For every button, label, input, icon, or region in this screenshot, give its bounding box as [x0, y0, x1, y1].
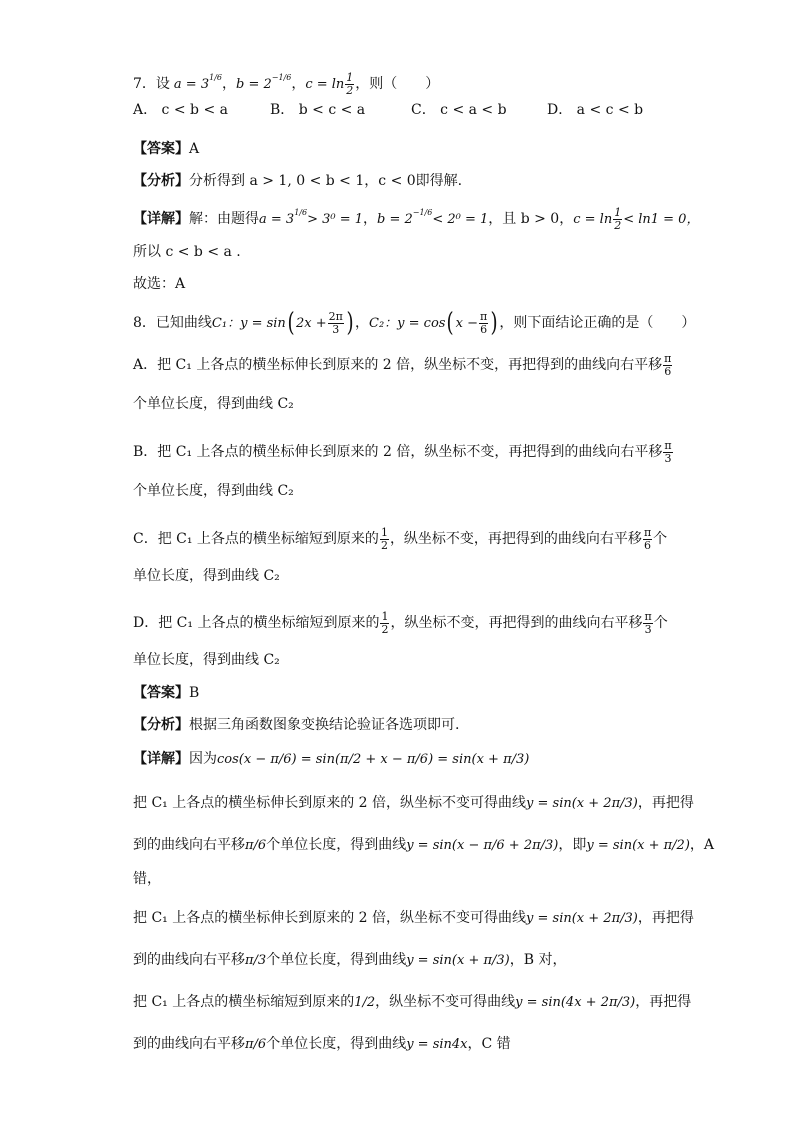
detail-a: a = 3 1/6 > 3⁰ = 1: [259, 208, 363, 227]
q7-b-exp: −1/6: [271, 73, 292, 83]
q8-line1c: 错，: [133, 871, 161, 887]
q7-c-def: c = ln $\frac{1}{2}$: [305, 71, 354, 97]
q8-option-d-line2: 单位长度，得到曲线 C₂: [133, 652, 280, 668]
q8-option-b-line1: B．把 C₁ 上各点的横坐标伸长到原来的 2 倍，纵坐标不变，再把得到的曲线向右平移 $\frac{\pi}{3}$: [133, 439, 672, 465]
analysis-label: 【分析】: [133, 717, 189, 733]
detail-label: 【详解】: [133, 211, 189, 228]
c2-eq: ：y = cos: [384, 315, 446, 331]
q8-stem: 8．已知曲线 C₁ ：y = sin ( 2x + $\frac{2\pi}{3}$ ) ， C₂ ：y = cos ( x − $\frac{\pi}{6}$ ) ，则下面结论正确的是（ ）: [133, 308, 696, 338]
q8-stem-prefix: 8．已知曲线: [133, 315, 212, 331]
q7-option-c: C． c < a < b: [411, 102, 507, 118]
c1-eq: ：y = sin: [227, 315, 286, 331]
q7-a-exp: 1/6: [209, 73, 222, 83]
q7-option-a: A． c < b < a: [133, 102, 228, 118]
q8-line2a: 把 C₁ 上各点的横坐标伸长到原来的 2 倍，纵坐标不变可得曲线 y = sin(x + 2π/3) ，再把得: [133, 910, 694, 926]
answer-value: B: [189, 685, 200, 701]
q8-line1b: 到的曲线向右平移 π/6 个单位长度，得到曲线 y = sin(x − π/6 + 2π/3) ，即 y = sin(x + π/2) ，A: [133, 837, 715, 853]
q8-line3a: 把 C₁ 上各点的横坐标缩短到原来的 1/2 ，纵坐标不变可得曲线 y = sin(4x + 2π/3) ，再把得: [133, 994, 692, 1010]
analysis-text: 根据三角函数图象变换结论验证各选项即可.: [189, 717, 460, 733]
curve-c2: C₂: [369, 315, 385, 331]
q8-option-c-line1: C．把 C₁ 上各点的横坐标缩短到原来的 $\frac{1}{2}$ ，纵坐标不变，再把得到的曲线向右平移 $\frac{\pi}{6}$ 个: [133, 526, 668, 552]
detail-label: 【详解】: [133, 751, 189, 767]
q7-detail: 【详解】 解：由题得 a = 3 1/6 > 3⁰ = 1 ， b = 2 −1/6 < 2⁰ = 1 ，且 b > 0， c = ln $\frac{1}{2}$ < ln1 = 0，: [133, 206, 700, 232]
detail-intro: 因为: [189, 751, 217, 767]
detail-mid: ，且 b > 0，: [488, 211, 574, 228]
q8-detail: [133, 752, 529, 766]
q7-analysis: [133, 174, 462, 188]
answer-value: A: [189, 141, 200, 157]
detail-prefix: 解：由题得: [189, 211, 259, 228]
analysis-label: 【分析】: [133, 173, 189, 189]
q8-line2b: 到的曲线向右平移 π/3 个单位长度，得到曲线 y = sin(x + π/3) ，B 对，: [133, 952, 567, 968]
q8-option-d-line1: D．把 C₁ 上各点的横坐标缩短到原来的 $\frac{1}{2}$ ，纵坐标不变，再把得到的曲线向右平移 $\frac{\pi}{3}$ 个: [133, 610, 668, 636]
q8-analysis: [133, 718, 459, 732]
q7-stem: 7．设 a = 3 1/6 ， b = 2 −1/6 ， c = ln $\frac{1}{2}$ ，则（ ）: [133, 71, 440, 97]
q7-so: 所以 c < b < a .: [133, 244, 241, 260]
q7-stem-prefix: 7．设: [133, 76, 170, 93]
detail-eq1: cos(x − π/6) = sin(π/2 + x − π/6) = sin(x + π/3): [217, 751, 530, 767]
q7-b-def: b = 2 −1/6: [235, 73, 292, 92]
q8-option-b-line2: 个单位长度，得到曲线 C₂: [133, 483, 294, 499]
q8-line4a: 到的曲线向右平移 π/6 个单位长度，得到曲线 y = sin4x ，C 错: [133, 1036, 511, 1052]
answer-label: 【答案】: [133, 141, 189, 157]
q8-stem-suffix: ，则下面结论正确的是（ ）: [499, 315, 696, 331]
detail-c: c = ln $\frac{1}{2}$ < ln1 = 0，: [573, 206, 700, 232]
q7-stem-suffix: ，则（ ）: [355, 76, 440, 93]
analysis-text: 分析得到 a > 1, 0 < b < 1，c < 0即得解.: [189, 173, 463, 189]
q8-answer: [133, 686, 199, 700]
q8-line1a: 把 C₁ 上各点的横坐标伸长到原来的 2 倍，纵坐标不变可得曲线 y = sin(x + 2π/3) ，再把得: [133, 795, 694, 811]
q7-option-d: D． a < c < b: [547, 102, 644, 118]
q7-choose: 故选：A: [133, 276, 186, 292]
q8-option-c-line2: 单位长度，得到曲线 C₂: [133, 568, 280, 584]
q7-option-b: B． b < c < a: [270, 102, 366, 118]
q7-a-def: a = 3 1/6: [173, 73, 222, 92]
q8-option-a-line2: 个单位长度，得到曲线 C₂: [133, 396, 294, 412]
answer-label: 【答案】: [133, 685, 189, 701]
curve-c1: C₁: [211, 315, 228, 331]
detail-b: b = 2 −1/6 < 2⁰ = 1: [377, 208, 489, 227]
q7-answer: [133, 142, 199, 156]
q8-option-a-line1: A．把 C₁ 上各点的横坐标伸长到原来的 2 倍，纵坐标不变，再把得到的曲线向右平移 $\frac{\pi}{6}$: [133, 352, 672, 378]
